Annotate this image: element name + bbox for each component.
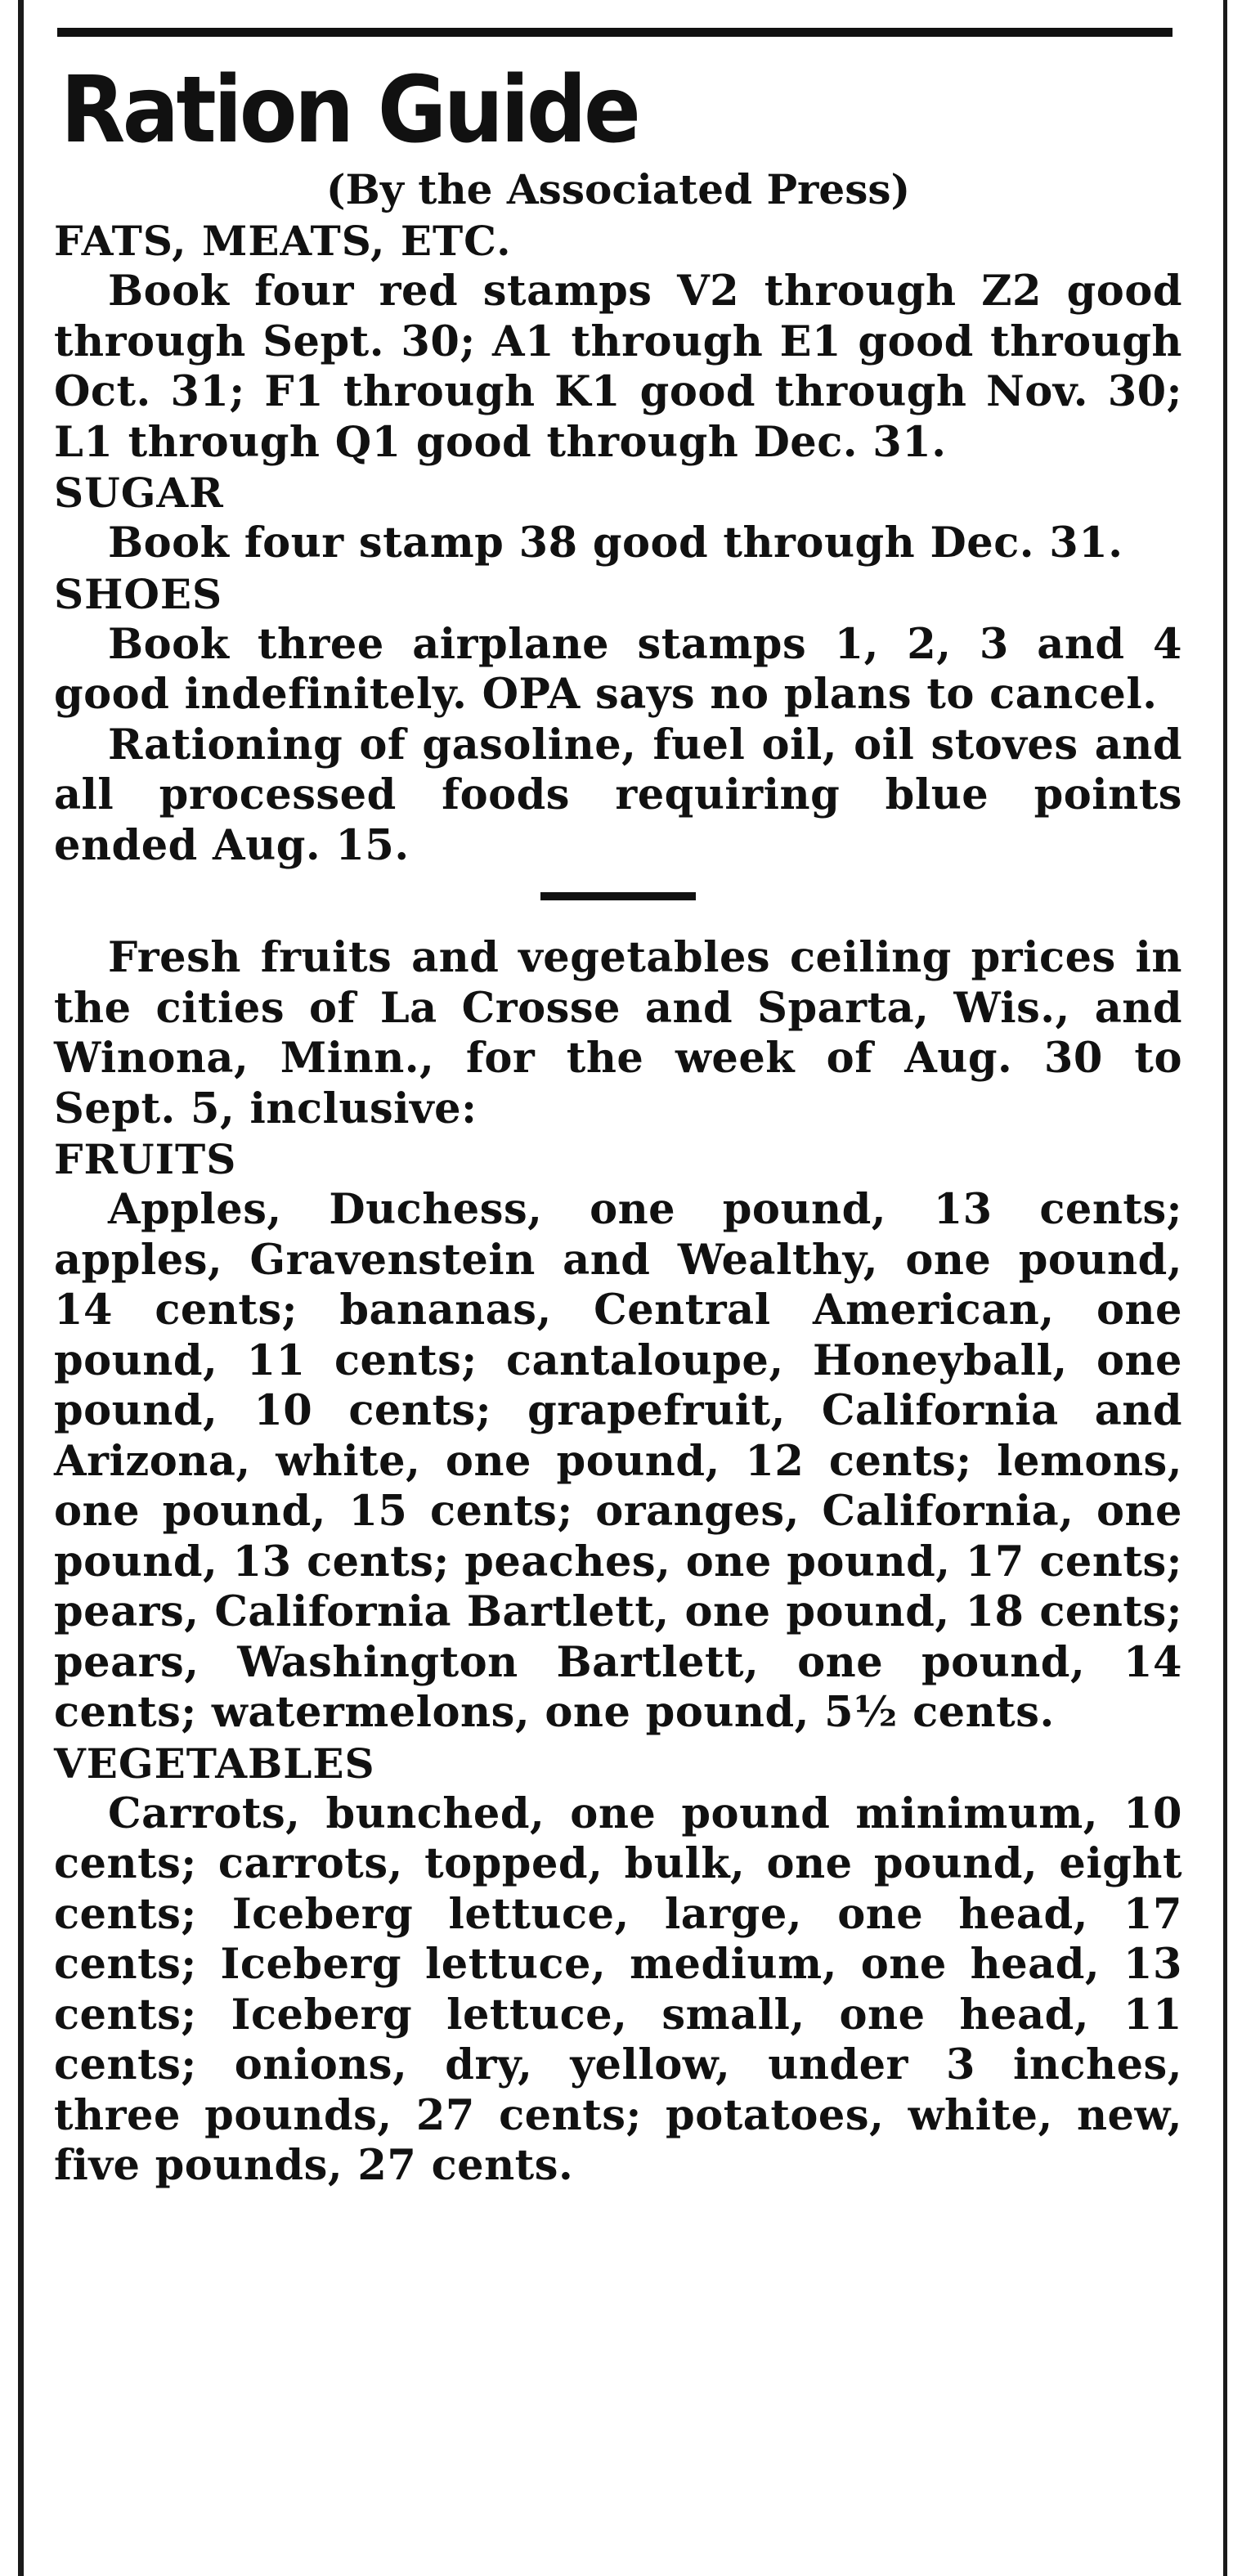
article-column: [54, 57, 1182, 2560]
prices-intro-text: Fresh fruits and vegetables ceiling prices in the cities of La Crosse and Sparta, Wis., and Winona, Minn., for the week of Aug. 30 to Sept. 5, inclusive:: [54, 933, 1182, 1133]
article-byline: (By the Associated Press): [325, 165, 911, 213]
article-title: Ration Guide: [61, 57, 639, 164]
top-rule: [57, 28, 1173, 37]
rationing-ended-text: Rationing of gasoline, fuel oil, oil stoves and all processed foods requiring blue points ended Aug. 15.: [54, 720, 1182, 870]
section-heading-fats-meats: FATS, MEATS, ETC.: [54, 217, 512, 265]
section-text-fats-meats: Book four red stamps V2 through Z2 good through Sept. 30; A1 through E1 good through Oct. 31; F1 through K1 good through Nov. 30; L1 through Q1 good through Dec. 31.: [54, 267, 1182, 467]
column-border-left: [18, 0, 24, 2576]
section-separator: [540, 892, 696, 900]
column-border-right: [1223, 0, 1227, 2576]
section-text-sugar: Book four stamp 38 good through Dec. 31.: [108, 518, 1123, 568]
vegetables-heading: VEGETABLES: [54, 1739, 375, 1788]
section-heading-shoes: SHOES: [54, 569, 223, 618]
fruits-heading: FRUITS: [54, 1135, 237, 1183]
section-heading-sugar: SUGAR: [54, 469, 224, 517]
vegetables-text: Carrots, bunched, one pound minimum, 10 cents; carrots, topped, bulk, one pound, eight cents; Iceberg lettuce, large, one head, 17 cents; Iceberg lettuce, medium, one head, 13 cents; Iceberg lettuce, small, one head, 11 cents; onions, dry, yellow, under 3 inches, three pounds, 27 cents; potatoes, white, new, five pounds, 27 cents.: [54, 1788, 1182, 2190]
fruits-text: Apples, Duchess, one pound, 13 cents; apples, Gravenstein and Wealthy, one pound, 14 cents; bananas, Central American, one pound, 11 cents; cantaloupe, Honeyball, one pound, 10 cents; grapefruit, California and Arizona, white, one pound, 12 cents; lemons, one pound, 15 cents; oranges, California, one pound, 13 cents; peaches, one pound, 17 cents; pears, California Bartlett, one pound, 18 cents; pears, Washington Bartlett, one pound, 14 cents; watermelons, one pound, 5½ cents.: [54, 1185, 1182, 1737]
section-text-shoes: Book three airplane stamps 1, 2, 3 and 4 good indefinitely. OPA says no plans to cancel.: [54, 619, 1182, 719]
